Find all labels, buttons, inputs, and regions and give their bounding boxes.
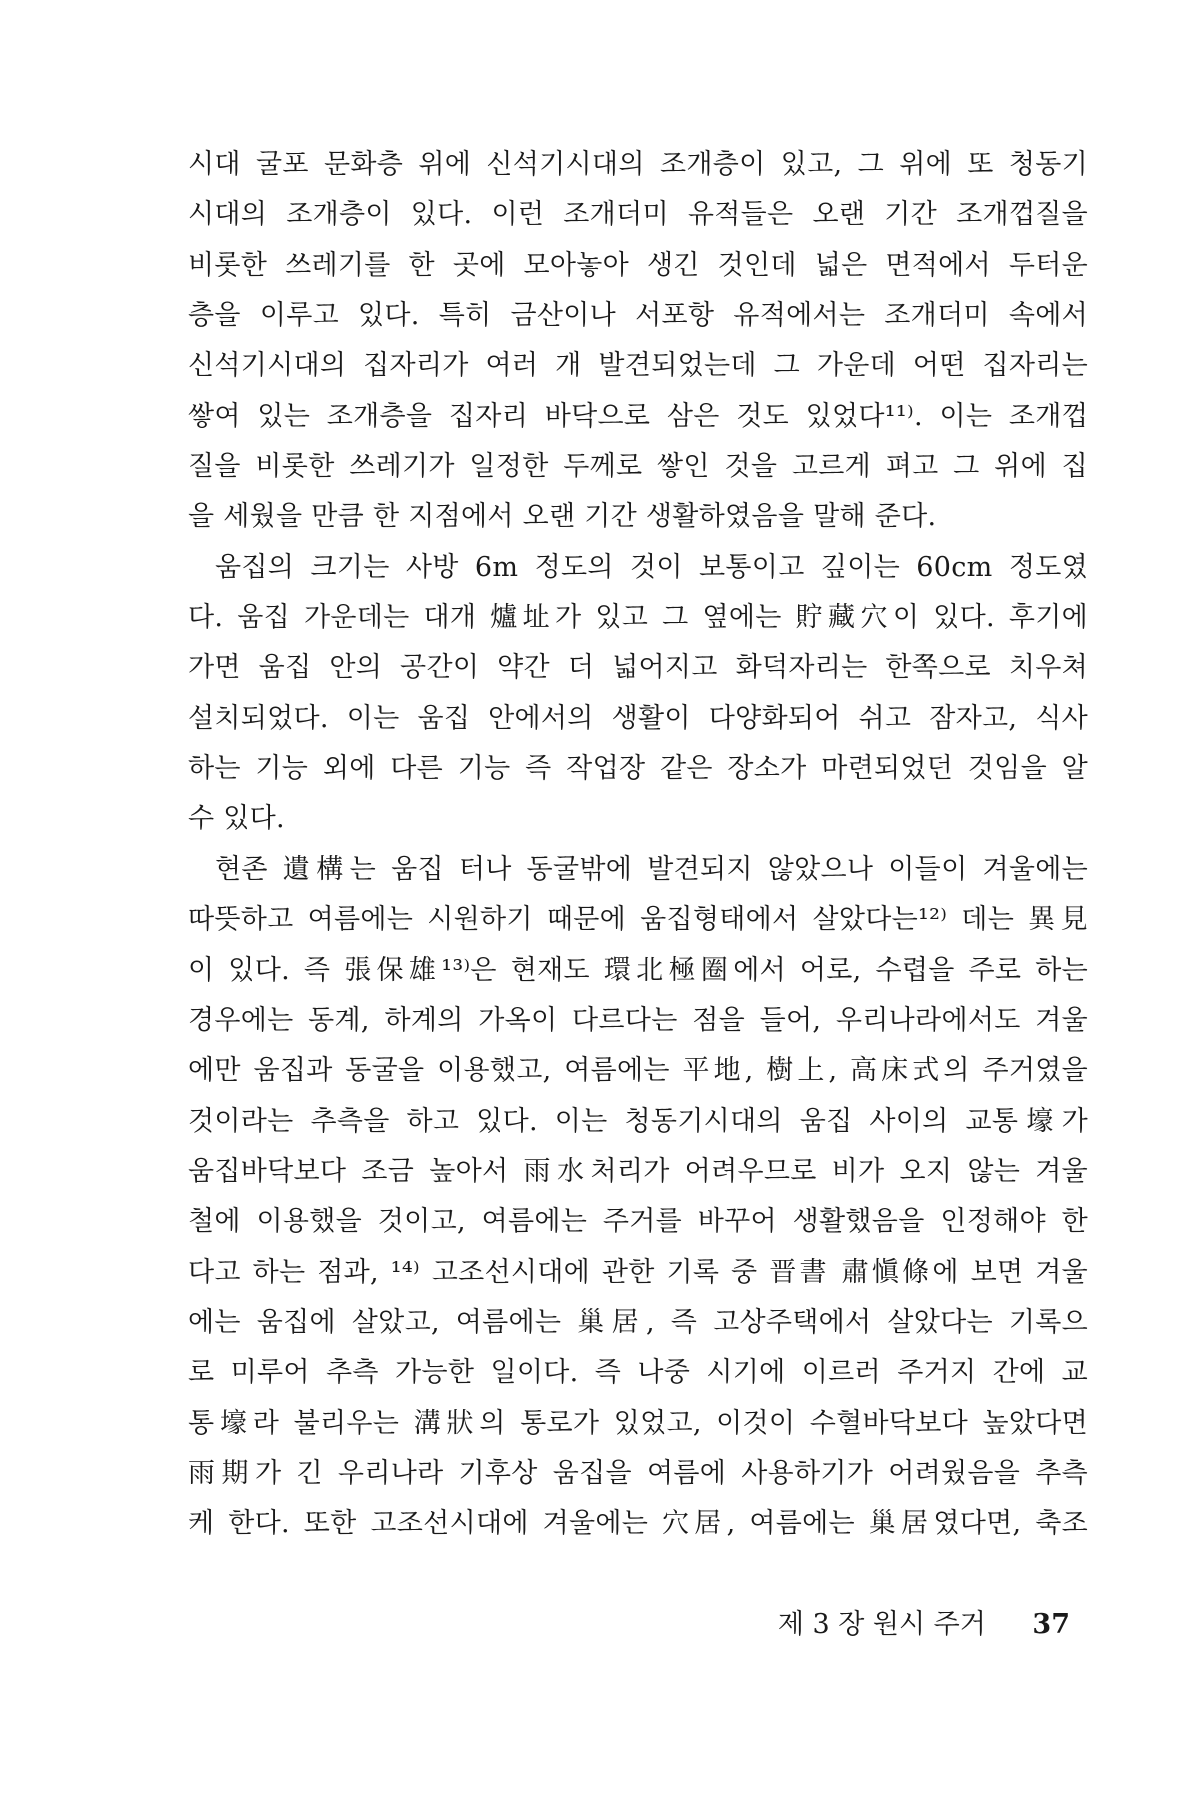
- text-line: 경우에는 동계, 하계의 가옥이 다르다는 점을 들어, 우리나라에서도 겨울: [188, 1004, 1088, 1036]
- paragraph-start-line: 움집의 크기는 사방 6m 정도의 것이 보통이고 깊이는 60cm 정도였: [215, 551, 1088, 583]
- text-line: 움집바닥보다 조금 높아서 雨水처리가 어려우므로 비가 오지 않는 겨울: [188, 1155, 1088, 1187]
- text-line: 다. 움집 가운데는 대개 爐址가 있고 그 옆에는 貯藏穴이 있다. 후기에: [188, 602, 1088, 634]
- text-line: 케 한다. 또한 고조선시대에 겨울에는 穴居, 여름에는 巢居였다면, 축조: [188, 1508, 1088, 1540]
- text-line: 따뜻하고 여름에는 시원하기 때문에 움집형태에서 살았다는¹²⁾ 데는 異見: [188, 904, 1088, 936]
- text-line: 쌓여 있는 조개층을 집자리 바닥으로 삼은 것도 있었다¹¹⁾. 이는 조개껍: [188, 400, 1088, 432]
- text-line: 시대 굴포 문화층 위에 신석기시대의 조개층이 있고, 그 위에 또 청동기: [188, 149, 1088, 180]
- text-line: 수 있다.: [188, 803, 285, 835]
- text-line: 다고 하는 점과, ¹⁴⁾ 고조선시대에 관한 기록 중 晋書 肅愼條에 보면 겨울: [188, 1256, 1088, 1288]
- text-line: 설치되었다. 이는 움집 안에서의 생활이 다양화되어 쉬고 잠자고, 식사: [188, 702, 1088, 734]
- text-line: 하는 기능 외에 다른 기능 즉 작업장 같은 장소가 마련되었던 것임을 알: [188, 753, 1088, 785]
- text-line: 질을 비롯한 쓰레기가 일정한 두께로 쌓인 것을 고르게 펴고 그 위에 집: [188, 451, 1088, 483]
- paragraph-start-line: 현존 遺構는 움집 터나 동굴밖에 발견되지 않았으나 이들이 겨울에는: [215, 853, 1088, 885]
- text-line: 이 있다. 즉 張保雄¹³⁾은 현재도 環北極圈에서 어로, 수렵을 주로 하는: [188, 954, 1088, 986]
- text-line: 로 미루어 추측 가능한 일이다. 즉 나중 시기에 이르러 주거지 간에 교: [188, 1357, 1088, 1389]
- page-number: 37: [1032, 1609, 1070, 1640]
- text-line: 신석기시대의 집자리가 여러 개 발견되었는데 그 가운데 어떤 집자리는: [188, 350, 1088, 382]
- text-line: 비롯한 쓰레기를 한 곳에 모아놓아 생긴 것인데 넓은 면적에서 두터운: [188, 249, 1088, 281]
- text-line: 통壕라 불리우는 溝狀의 통로가 있었고, 이것이 수혈바닥보다 높았다면: [188, 1407, 1088, 1439]
- text-line: 에만 움집과 동굴을 이용했고, 여름에는 平地, 樹上, 高床式의 주거였을: [188, 1055, 1088, 1087]
- text-line: 가면 움집 안의 공간이 약간 더 넓어지고 화덕자리는 한쪽으로 치우쳐: [188, 652, 1088, 684]
- text-line: 雨期가 긴 우리나라 기후상 움집을 여름에 사용하기가 어려웠음을 추측: [188, 1457, 1088, 1489]
- text-line: 시대의 조개층이 있다. 이런 조개더미 유적들은 오랜 기간 조개껍질을: [188, 199, 1088, 231]
- text-line: 을 세웠을 만큼 한 지점에서 오랜 기간 생활하였음을 말해 준다.: [188, 501, 937, 533]
- chapter-title: 제 3 장 원시 주거: [777, 1609, 986, 1640]
- page-footer: [778, 1605, 1070, 1645]
- text-line: 층을 이루고 있다. 특히 금산이나 서포항 유적에서는 조개더미 속에서: [188, 300, 1088, 332]
- text-line: 철에 이용했을 것이고, 여름에는 주거를 바꾸어 생활했음을 인정해야 한: [188, 1206, 1088, 1238]
- body-text: [188, 140, 1088, 1550]
- text-line: 것이라는 추측을 하고 있다. 이는 청동기시대의 움집 사이의 교통壕가: [188, 1105, 1088, 1137]
- text-line: 에는 움집에 살았고, 여름에는 巢居, 즉 고상주택에서 살았다는 기록으: [188, 1306, 1088, 1338]
